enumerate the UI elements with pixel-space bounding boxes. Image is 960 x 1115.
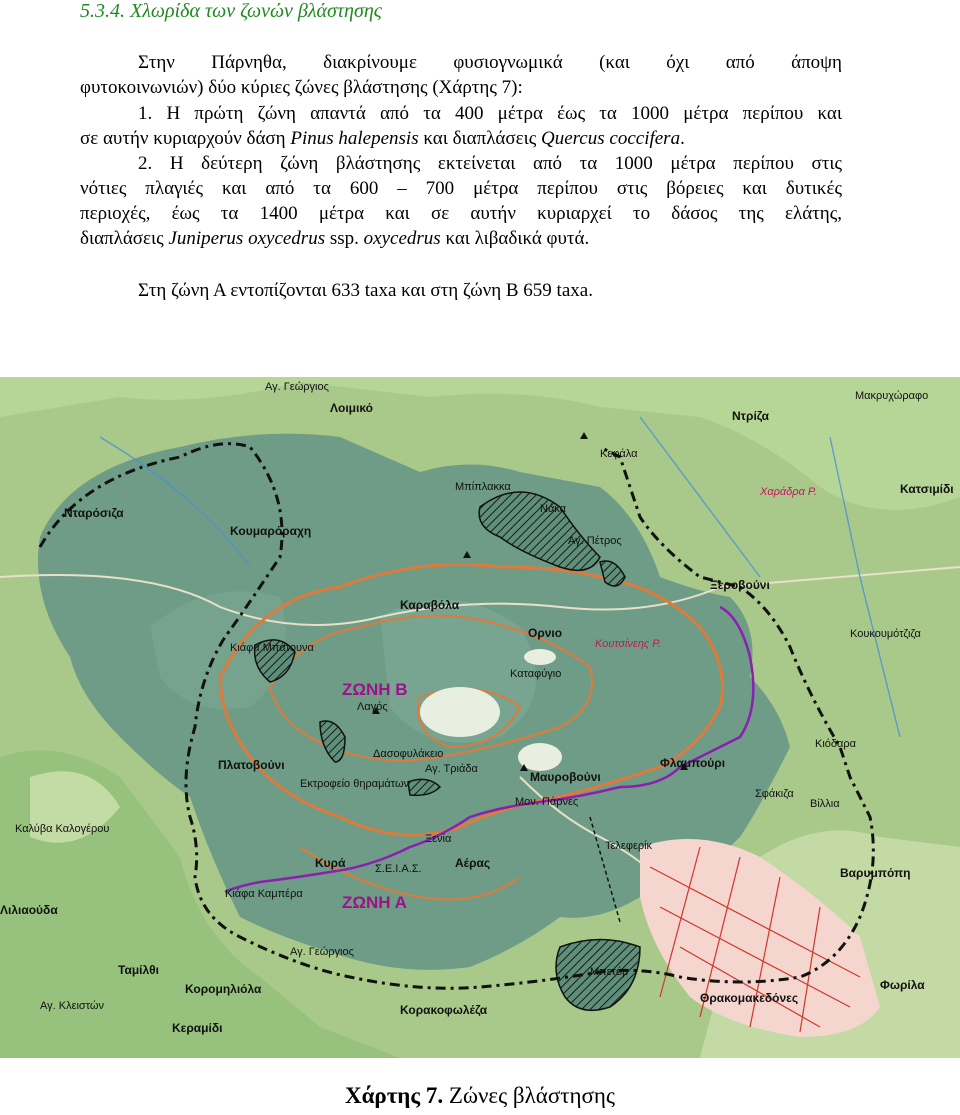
map-label: Λαγός [357, 701, 388, 713]
zone-1-line-1: 1. Η πρώτη ζώνη απαντά από τα 400 μέτρα έως τα 1000 μέτρα περίπου και [138, 103, 842, 124]
map-label: Ξεροβούνι [710, 578, 770, 592]
map-label: Αέρας [455, 856, 491, 870]
map-label: Αγ. Τριάδα [425, 763, 478, 775]
map-label: Εκτροφείο θηραμάτων [300, 778, 410, 790]
map-label: Κορομηλιόλα [185, 982, 262, 996]
species-juniperus: Juniperus oxycedrus [168, 228, 326, 249]
map-label: Αγ. Πέτρος [568, 535, 622, 547]
map-label: Κουμαρόραχη [230, 524, 312, 538]
zone-2-line-1: 2. Η δεύτερη ζώνη βλάστησης εκτείνεται από τα 1000 μέτρα περίπου στις [138, 153, 842, 174]
map-label: Ορνιο [528, 626, 563, 640]
map-label: Σφάκιζα [755, 788, 794, 800]
map-label: Λιλιαούδα [0, 903, 58, 917]
species-quercus: Quercus coccifera [540, 128, 681, 149]
zone-2-text-c: και λιβαδικά φυτά. [440, 228, 590, 249]
map-label: Κεφάλα [600, 448, 638, 460]
section-heading: 5.3.4. Χλωρίδα των ζωνών βλάστησης [80, 0, 382, 22]
map-label: Βαρυμπόπη [840, 866, 911, 880]
map-caption [0, 1083, 960, 1109]
map-label: Καραβόλα [400, 598, 460, 612]
zone-2-line-3: περιοχές, έως τα 1400 μέτρα και σε αυτήν κυριαρχεί το δάσος της ελάτης, [80, 203, 842, 224]
zone-1-paragraph [80, 101, 842, 151]
map-label: Νταρόσιζα [64, 506, 124, 520]
map-label: Φλαμπούρι [660, 756, 726, 770]
map-label: Λοιμικό [330, 401, 373, 415]
vegetation-zones-map [0, 377, 960, 1058]
map-label: Αγ. Γεώργιος [265, 381, 329, 393]
map-label: Κιόδαρα [815, 738, 856, 750]
map-label: Μπετόρ [590, 966, 629, 978]
map-label: Ξενία [425, 833, 452, 845]
map-label: Καλύβα Καλογέρου [15, 823, 110, 835]
zone-a-label: ΖΩΝΗ Α [342, 893, 407, 912]
map-label: Σ.Ε.Ι.Α.Σ. [375, 863, 422, 875]
map-label: Βίλλια [810, 798, 840, 810]
map-label: Ταμίλθι [118, 963, 159, 977]
map-label: Φωρίλα [880, 978, 925, 992]
intro-line-1: Στην Πάρνηθα, διακρίνουμε φυσιογνωμικά (και όχι από άποψη [138, 52, 842, 73]
map-label: Τελεφερίκ [605, 840, 653, 852]
map-label: Δασοφυλάκειο [373, 748, 444, 760]
map-label: Κορακοφωλέζα [400, 1003, 488, 1017]
map-label: Κεραμίδι [172, 1021, 223, 1035]
map-label: Κατσιμίδι [900, 482, 954, 496]
map-label: Αγ. Κλειστών [40, 1000, 105, 1012]
map-label: Κουτσίνεης Ρ. [595, 638, 662, 650]
species-pinus: Pinus halepensis [290, 128, 419, 149]
map-label: Κιάφα Καμπέρα [225, 888, 303, 900]
zone-1-text-c: . [680, 128, 685, 149]
zone-b-label: ΖΩΝΗ Β [342, 680, 408, 699]
map-label: Μακρυχώραφο [855, 390, 929, 402]
intro-line-2: φυτοκοινωνιών) δύο κύριες ζώνες βλάστησης (Χάρτης 7): [80, 77, 523, 98]
zone-1-text-b: και διαπλάσεις [418, 128, 541, 149]
map-label: Μπίπλακκα [455, 481, 511, 493]
map-label: Μον. Πάρνες [515, 796, 579, 808]
map-label: Νάκα [540, 503, 567, 515]
zone-1-line-2 [80, 126, 842, 151]
map-label: Πλατοβούνι [218, 758, 285, 772]
map-label: Θρακομακεδόνες [700, 991, 799, 1005]
map-label: Καταφύγιο [510, 668, 562, 680]
map-label: Κυρά [315, 856, 346, 870]
zone-1-text-a: σε αυτήν κυριαρχούν δάση [80, 128, 291, 149]
caption-title: Ζώνες βλάστησης [443, 1083, 616, 1108]
zone-2-line-4 [80, 226, 842, 251]
map-label: Μαυροβούνι [530, 770, 601, 784]
species-oxycedrus: oxycedrus [363, 228, 441, 249]
caption-number: Χάρτης 7. [344, 1083, 444, 1108]
map-label: Χαράδρα Ρ. [760, 486, 817, 498]
zone-2-text-b: ssp. [325, 228, 364, 249]
zone-2-paragraph [80, 151, 842, 251]
zone-2-line-2: νότιες πλαγιές και από τα 600 – 700 μέτρα περίπου στις βόρειες και δυτικές [80, 178, 842, 199]
map-label: Αγ. Γεώργιος [290, 946, 354, 958]
map-label: Κουκουμότζιζα [850, 628, 921, 640]
zone-2-text-a: διαπλάσεις [80, 228, 169, 249]
map-label: Ντρίζα [732, 409, 770, 423]
taxa-count-text: Στη ζώνη Α εντοπίζονται 633 taxa και στη ζώνη Β 659 taxa. [138, 280, 593, 301]
intro-paragraph [80, 50, 842, 100]
map-label: Κιάφα Μπάτουνα [230, 642, 314, 654]
